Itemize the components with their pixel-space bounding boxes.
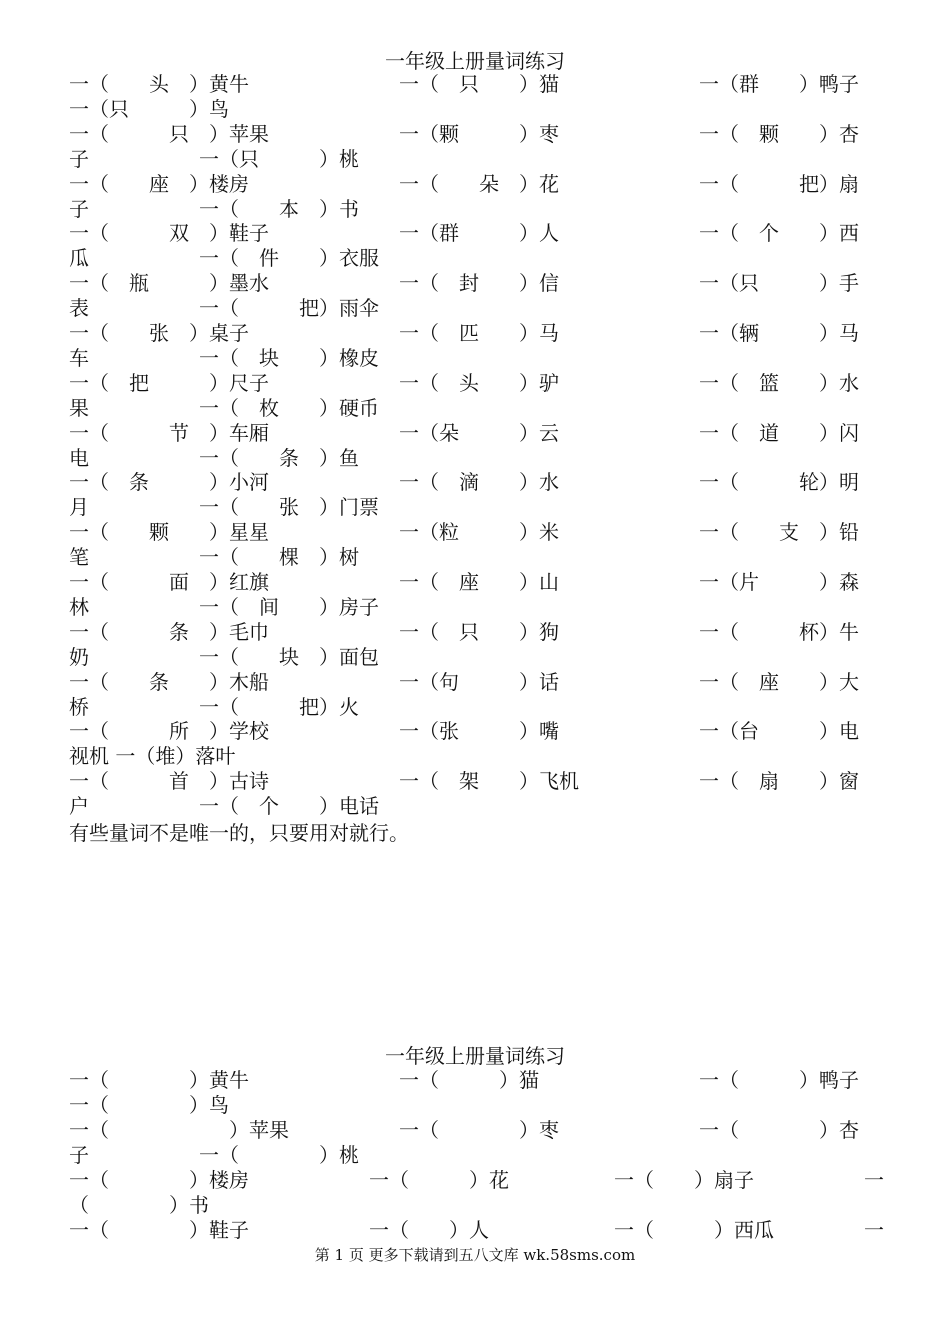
exercise-item: 一（ 座 ）大 <box>699 669 859 694</box>
exercise-item: 月 <box>69 495 89 520</box>
exercise-line <box>69 147 884 172</box>
exercise-item: 一（ ）西瓜 <box>614 1218 774 1242</box>
exercise-item: 一（ ）扇子 <box>614 1168 754 1192</box>
exercise-item: 一（ 道 ）闪 <box>699 420 859 445</box>
exercise-item: 一（ 张 ）门票 <box>199 495 379 520</box>
exercise-item: 一（ 只 ）苹果 <box>69 121 269 146</box>
exercise-item: 一（台 ）电 <box>699 719 859 744</box>
exercise-item: 表 <box>69 296 89 321</box>
exercise-item: 一（只 ）桃 <box>199 146 359 171</box>
exercise-item: 一（ 首 ）古诗 <box>69 769 269 794</box>
exercise-item: 林 <box>69 594 89 619</box>
exercise-item: 一（ 篮 ）水 <box>699 370 859 395</box>
section2-title: 一年级上册量词练习 <box>385 1044 565 1068</box>
page-footer: 第 1 页 更多下载请到五八文库 wk.58sms.com <box>314 1246 636 1264</box>
exercise-item: 桥 <box>69 694 89 719</box>
section1-note: 有些量词不是唯一的，只要用对就行。 <box>69 821 409 845</box>
exercise-line <box>69 1068 884 1093</box>
exercise-item: 一（ 双 ）鞋子 <box>69 221 269 246</box>
exercise-item: 一（ 节 ）车厢 <box>69 420 269 445</box>
exercise-item: 一（ 个 ）西 <box>699 221 859 246</box>
exercise-item: 一（ 件 ）衣服 <box>199 246 379 271</box>
exercise-item: 一（ 架 ）飞机 <box>399 769 579 794</box>
exercise-line <box>69 645 884 670</box>
exercise-line <box>69 545 884 570</box>
exercise-line <box>69 246 884 271</box>
exercise-item: 一（ 本 ）书 <box>199 196 359 221</box>
exercise-item: 一（ ）猫 <box>399 1068 539 1092</box>
exercise-item: 一（ 头 ）黄牛 <box>69 72 249 96</box>
exercise-item: 一（ ）黄牛 <box>69 1068 249 1092</box>
exercise-line <box>69 520 884 545</box>
exercise-item: 户 <box>69 794 89 819</box>
exercise-item: 一（ 条 ）木船 <box>69 669 269 694</box>
exercise-item: 一（ 张 ）桌子 <box>69 321 249 345</box>
exercise-item: 子 <box>69 196 89 221</box>
exercise-item: 一（ 所 ）学校 <box>69 719 269 744</box>
exercise-item: 一（片 ）森 <box>699 570 859 594</box>
exercise-line <box>69 670 884 695</box>
exercise-item: 一（ 只 ）猫 <box>399 72 559 96</box>
exercise-line <box>69 97 884 122</box>
exercise-item: 一（ ）楼房 <box>69 1168 249 1192</box>
exercise-item: 一（ 只 ）狗 <box>399 619 559 644</box>
exercise-item: 一（ ）杏 <box>699 1118 859 1142</box>
exercise-item: 一（ 座 ）山 <box>399 570 559 594</box>
exercise-line <box>69 396 884 421</box>
exercise-item: 一（ 颗 ）杏 <box>699 121 859 146</box>
exercise-line <box>69 371 884 396</box>
exercise-line <box>69 570 884 595</box>
exercise-item: 一（ ）鸭子 <box>699 1068 859 1092</box>
exercise-line <box>69 744 884 769</box>
exercise-item: 子 <box>69 146 89 171</box>
exercise-item: 一（粒 ）米 <box>399 520 559 545</box>
exercise-item: 一（ 枚 ）硬币 <box>199 395 379 420</box>
exercise-item: 一（只 ）鸟 <box>69 96 229 121</box>
exercise-line <box>69 1218 884 1243</box>
exercise-item: 奶 <box>69 644 89 669</box>
exercise-item: 子 <box>69 1143 89 1167</box>
exercise-item: 一（ 杯）牛 <box>699 619 859 644</box>
exercise-item: （ ）书 <box>69 1193 209 1217</box>
exercise-item: 一（ ）花 <box>369 1168 509 1192</box>
exercise-item: 一 <box>864 1218 884 1242</box>
exercise-item: 一（ 条 ）毛巾 <box>69 619 269 644</box>
exercise-line <box>69 421 884 446</box>
exercise-line <box>69 1143 884 1168</box>
exercise-item: 一（ ）人 <box>369 1218 489 1242</box>
exercise-item: 一（ 轮）明 <box>699 470 859 495</box>
exercise-line <box>69 769 884 794</box>
exercise-item: 果 <box>69 395 89 420</box>
exercise-line <box>69 1118 884 1143</box>
exercise-item: 一（ 瓶 ）墨水 <box>69 271 269 296</box>
exercise-line <box>69 197 884 222</box>
exercise-item: 一（ 座 ）楼房 <box>69 171 249 196</box>
exercise-item: 一（只 ）手 <box>699 271 859 296</box>
section1-title: 一年级上册量词练习 <box>385 49 565 73</box>
exercise-item: 一（ 滴 ）水 <box>399 470 559 495</box>
exercise-line <box>69 446 884 471</box>
exercise-item: 瓜 <box>69 246 89 271</box>
exercise-item: 一（ 把）雨伞 <box>199 296 379 321</box>
exercise-line <box>69 1168 884 1193</box>
exercise-item: 一（ 匹 ）马 <box>399 321 559 345</box>
exercise-item: 一（ 朵 ）花 <box>399 171 559 196</box>
exercise-item: 一（ 把 ）尺子 <box>69 370 269 395</box>
exercise-line <box>69 495 884 520</box>
exercise-item: 一（ 颗 ）星星 <box>69 520 269 545</box>
exercise-line <box>69 620 884 645</box>
exercise-line <box>69 296 884 321</box>
exercise-line <box>69 72 884 97</box>
exercise-item: 一（ 把）扇 <box>699 171 859 196</box>
exercise-item: 一（辆 ）马 <box>699 321 859 345</box>
exercise-item: 一（ 支 ）铅 <box>699 520 859 545</box>
exercise-item: 一（ ）鸟 <box>69 1093 229 1117</box>
exercise-item: 一（ 块 ）橡皮 <box>199 345 379 370</box>
exercise-item: 一（ 块 ）面包 <box>199 644 379 669</box>
exercise-item: 一（群 ）鸭子 <box>699 72 859 96</box>
exercise-item: 电 <box>69 445 89 470</box>
exercise-item: 一（朵 ）云 <box>399 420 559 445</box>
exercise-line <box>69 794 884 819</box>
exercise-item: 一（ ）枣 <box>399 1118 559 1142</box>
exercise-item: 一（ 个 ）电话 <box>199 794 379 819</box>
exercise-item: 一（群 ）人 <box>399 221 559 246</box>
exercise-item: 一（ 扇 ）窗 <box>699 769 859 794</box>
exercise-item: 车 <box>69 345 89 370</box>
exercise-item: 一（ 条 ）小河 <box>69 470 269 495</box>
exercise-item: 一（ ）鞋子 <box>69 1218 249 1242</box>
exercise-item: 一（ 间 ）房子 <box>199 594 379 619</box>
exercise-item: 一（ 棵 ）树 <box>199 545 359 570</box>
exercise-item: 一（ 条 ）鱼 <box>199 445 359 470</box>
exercise-line <box>69 221 884 246</box>
exercise-line <box>69 321 884 346</box>
exercise-item: 一（ 封 ）信 <box>399 271 559 296</box>
exercise-item: 一（ 面 ）红旗 <box>69 570 269 594</box>
exercise-line <box>69 595 884 620</box>
exercise-line <box>69 271 884 296</box>
exercise-line <box>69 1193 884 1218</box>
exercise-item: 一（ 头 ）驴 <box>399 370 559 395</box>
exercise-item: 一（ 把）火 <box>199 694 359 719</box>
exercise-line <box>69 1093 884 1118</box>
exercise-item: 一（ ）桃 <box>199 1143 359 1167</box>
exercise-item: 一（ ）苹果 <box>69 1118 289 1142</box>
exercise-item: 一 <box>864 1168 884 1192</box>
exercise-line <box>69 172 884 197</box>
exercise-line <box>69 695 884 720</box>
exercise-item: 一（颗 ）枣 <box>399 121 559 146</box>
exercise-line <box>69 470 884 495</box>
exercise-item: 一（张 ）嘴 <box>399 719 559 744</box>
exercise-item: 笔 <box>69 545 89 570</box>
exercise-item: 视机 一（堆）落叶 <box>69 744 236 769</box>
exercise-line <box>69 719 884 744</box>
exercise-line <box>69 346 884 371</box>
exercise-line <box>69 122 884 147</box>
exercise-item: 一（句 ）话 <box>399 669 559 694</box>
